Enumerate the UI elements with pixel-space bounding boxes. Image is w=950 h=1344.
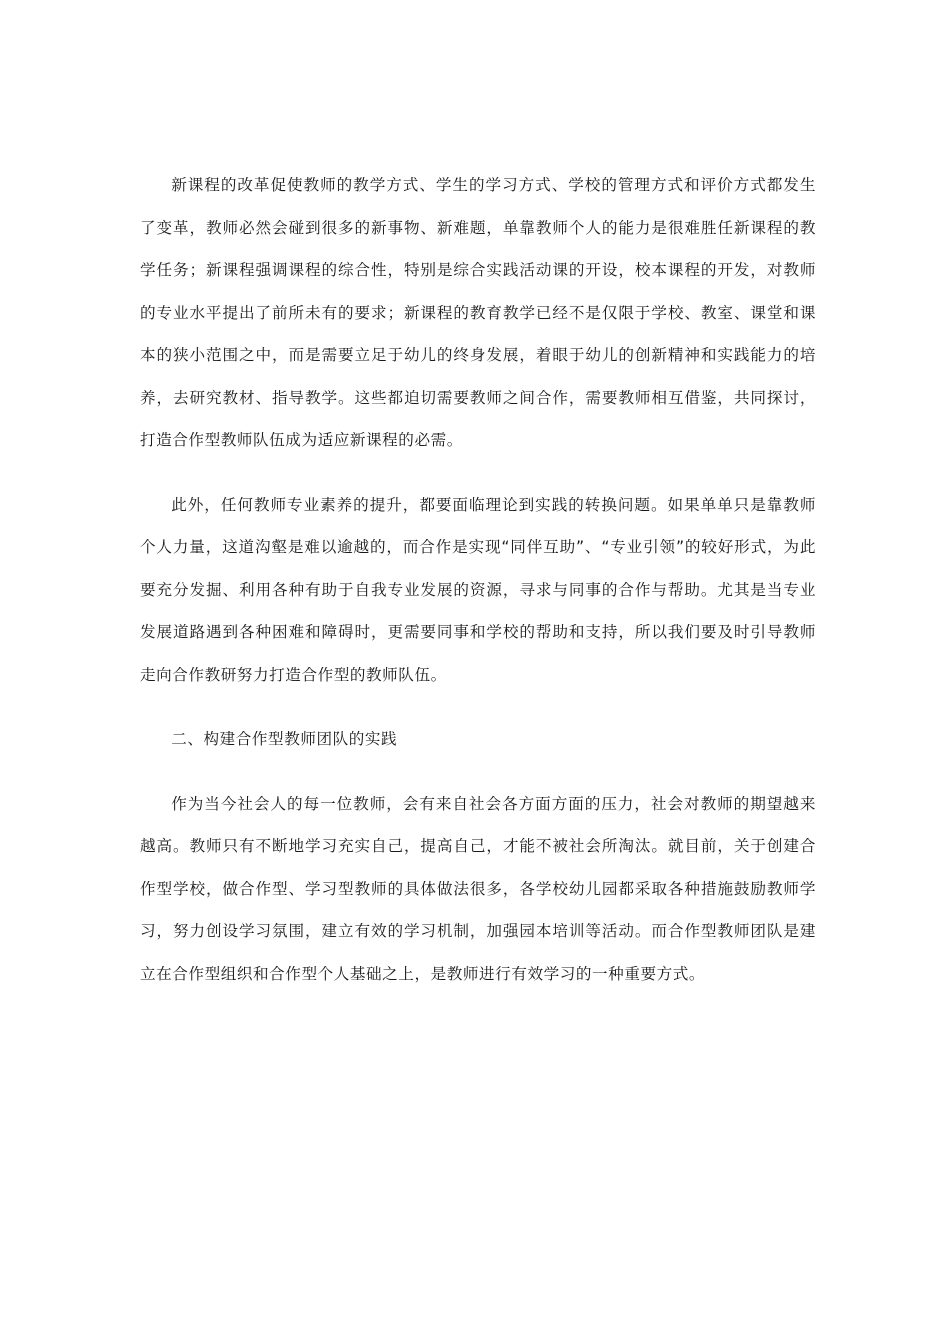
- paragraph-professional-growth: 此外，任何教师专业素养的提升，都要面临理论到实践的转换问题。如果单单只是靠教师个人力量，这道沟壑是难以逾越的，而合作是实现“同伴互助”、“专业引领”的较好形式，为此要充分发掘、利用各种有助于自我专业发展的资源，寻求与同事的合作与帮助。尤其是当专业发展道路遇到各种困难和障碍时，更需要同事和学校的帮助和支持，所以我们要及时引导教师走向合作教研努力打造合作型的教师队伍。: [140, 495, 816, 684]
- paragraph-gap: [140, 462, 816, 484]
- paragraph-gap: [140, 761, 816, 783]
- paragraph-team-practice: 作为当今社会人的每一位教师，会有来自社会各方面方面的压力，社会对教师的期望越来越高。教师只有不断地学习充实自己，提高自己，才能不被社会所淘汰。就目前，关于创建合作型学校，做合作型、学习型教师的具体做法很多，各学校幼儿园都采取各种措施鼓励教师学习，努力创设学习氛围，建立有效的学习机制，加强园本培训等活动。而合作型教师团队是建立在合作型组织和合作型个人基础之上，是教师进行有效学习的一种重要方式。: [140, 794, 816, 983]
- document-body: [140, 164, 816, 995]
- section-heading: 二、构建合作型教师团队的实践: [171, 730, 398, 748]
- paragraph-new-curriculum: 新课程的改革促使教师的教学方式、学生的学习方式、学校的管理方式和评价方式都发生了变革，教师必然会碰到很多的新事物、新难题，单靠教师个人的能力是很难胜任新课程的教学任务；新课程强调课程的综合性，特别是综合实践活动课的开设，校本课程的开发，对教师的专业水平提出了前所未有的要求；新课程的教育教学已经不是仅限于学校、教室、课堂和课本的狭小范围之中，而是需要立足于幼儿的终身发展，着眼于幼儿的创新精神和实践能力的培养，去研究教材、指导教学。这些都迫切需要教师之间合作，需要教师相互借鉴，共同探讨，打造合作型教师队伍成为适应新课程的必需。: [140, 176, 816, 449]
- paragraph-gap: [140, 696, 816, 718]
